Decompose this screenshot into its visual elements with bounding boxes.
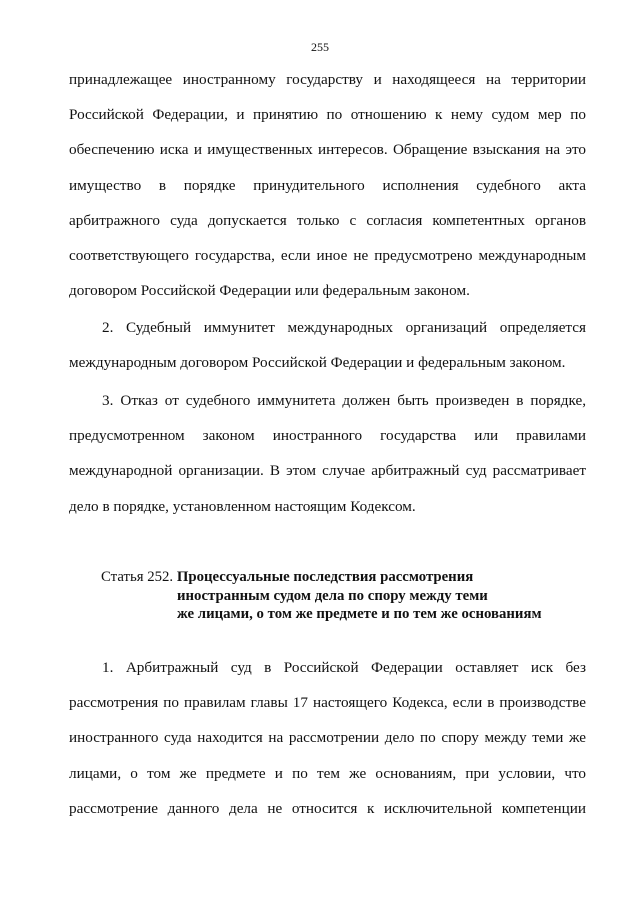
article-title-line: же лицами, о том же предмете и по тем же основаниям xyxy=(177,606,542,622)
article-title-line: Процессуальные последствия рассмотрения xyxy=(176,569,474,585)
text-line: 3. Отказ от судебного иммунитета должен быть произведен в порядке, xyxy=(102,392,586,409)
text-line: предусмотренном законом иностранного государства или правилами xyxy=(69,427,586,445)
text-line: 2. Судебный иммунитет международных организаций определяется xyxy=(102,319,586,336)
text-line: договором Российской Федерации или федеральным законом. xyxy=(69,282,470,300)
text-line: обеспечению иска и имущественных интересов. Обращение взыскания на это xyxy=(69,141,586,159)
text-line: рассмотрения по правилам главы 17 настоящего Кодекса, если в производстве xyxy=(69,694,586,712)
paragraph-article-item-1 xyxy=(69,650,586,826)
text-line: иностранного суда находится на рассмотрении дело по спору между теми же xyxy=(69,729,586,747)
text-line: арбитражного суда допускается только с согласия компетентных органов xyxy=(69,211,586,229)
page-number: 255 xyxy=(311,40,329,54)
article-number: Статья 252. xyxy=(101,569,174,585)
text-line: соответствующего государства, если иное не предусмотрено международным xyxy=(69,246,586,264)
article-title-line: иностранным судом дела по спору между теми xyxy=(177,587,488,604)
article-heading xyxy=(101,568,571,624)
paragraph-item-2 xyxy=(69,310,586,380)
text-line: рассмотрение данного дела не относится к исключительной компетенции xyxy=(69,799,586,817)
paragraph-item-3 xyxy=(69,383,586,524)
text-line: дело в порядке, установленном настоящим Кодексом. xyxy=(69,497,416,515)
text-line: 1. Арбитражный суд в Российской Федерации оставляет иск без xyxy=(102,659,586,676)
text-line: международным договором Российской Федерации и федеральным законом. xyxy=(69,354,566,372)
text-line: имущество в порядке принудительного исполнения судебного акта xyxy=(69,176,586,194)
paragraph-continuation xyxy=(69,62,586,308)
article-heading-line xyxy=(101,568,571,587)
text-line: международной организации. В этом случае арбитражный суд рассматривает xyxy=(69,462,586,480)
text-line: лицами, о том же предмете и по тем же основаниям, при условии, что xyxy=(69,764,586,782)
text-line: Российской Федерации, и принятию по отношению к нему судом мер по xyxy=(69,106,586,124)
text-line: принадлежащее иностранному государству и находящееся на территории xyxy=(69,71,586,88)
